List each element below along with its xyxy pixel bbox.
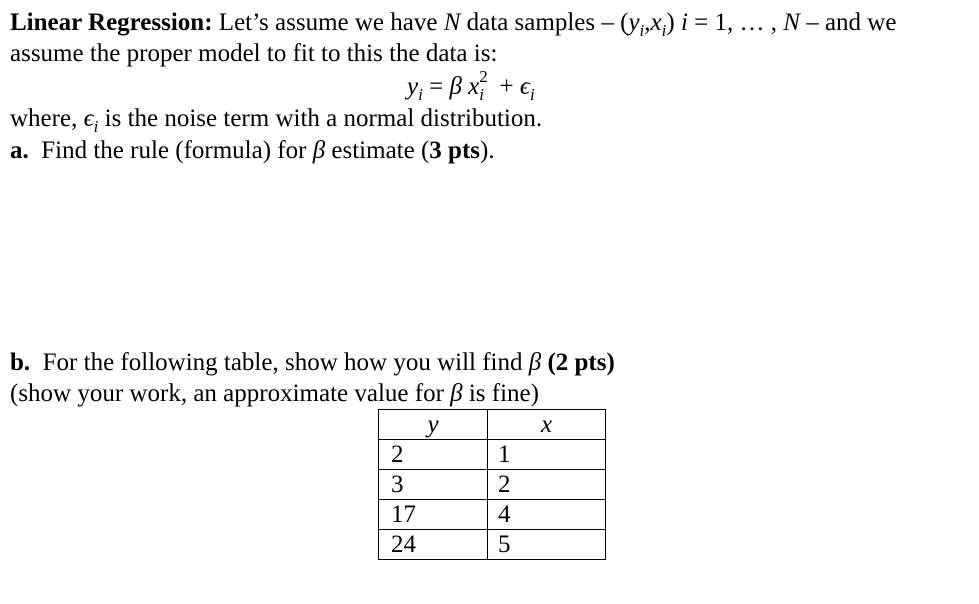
eq-y: y: [407, 73, 419, 100]
part-b-line: [10, 348, 615, 378]
intro-N: N: [443, 9, 461, 36]
model-intro-line: assume the proper model to fit to this the data is:: [10, 40, 498, 67]
eq-x-sup: 2: [479, 67, 488, 86]
intro-i: i: [680, 9, 688, 36]
table-cell-x: 4: [488, 500, 606, 530]
intro-text-c: = 1, … ,: [687, 9, 784, 36]
table-header-y: y: [379, 410, 488, 440]
eq-y-sub: i: [418, 85, 423, 104]
eq-epsilon-sub: i: [529, 85, 535, 104]
table-row: [379, 500, 606, 530]
part-a-beta: β: [312, 137, 326, 164]
part-a-text2: estimate (: [325, 137, 430, 164]
intro-y: y: [628, 9, 640, 36]
part-b-note-text: (show your work, an approximate value for: [10, 380, 451, 407]
table-cell-y: 24: [379, 530, 488, 560]
intro-x: x: [650, 9, 662, 36]
intro-close: ): [666, 9, 681, 36]
table-cell-x: 2: [488, 470, 606, 500]
noise-epsilon: ϵ: [83, 105, 94, 132]
noise-epsilon-sub: i: [93, 117, 99, 136]
part-b-note-beta: β: [450, 380, 463, 407]
eq-epsilon: ϵ: [519, 73, 530, 100]
part-b-beta: β: [528, 349, 542, 376]
part-a-text: Find the rule (formula) for: [41, 137, 313, 164]
part-a-line: [10, 136, 495, 166]
eq-x-scripts: [479, 67, 493, 104]
table-cell-x: 1: [488, 440, 606, 470]
table-header-x: x: [488, 410, 606, 440]
intro-y-sub: i: [639, 21, 645, 40]
intro-text-d: – and we: [799, 9, 897, 36]
intro-label: Linear Regression:: [10, 9, 213, 36]
eq-x-sub: i: [479, 85, 484, 104]
part-b-label: b.: [10, 349, 31, 376]
table-cell-y: 2: [379, 440, 488, 470]
table-row: [379, 440, 606, 470]
table-cell-y: 17: [379, 500, 488, 530]
part-b-note-line: [10, 379, 539, 409]
intro-text-b: data samples – (: [460, 9, 629, 36]
intro-text-a: Let’s assume we have: [212, 9, 444, 36]
part-b-text: For the following table, show how you will find: [42, 349, 529, 376]
part-b-close: ): [606, 349, 615, 376]
eq-x: x: [461, 73, 480, 100]
intro-x-sub: i: [661, 21, 667, 40]
table-row: [379, 530, 606, 560]
noise-rest: is the noise term with a normal distribution.: [98, 105, 543, 132]
table-row: [379, 470, 606, 500]
intro-comma: ,: [644, 9, 651, 36]
noise-line: [10, 104, 542, 134]
data-table: [378, 409, 606, 560]
table-cell-y: 3: [379, 470, 488, 500]
part-b-pts: 2 pts: [555, 349, 607, 376]
intro-line: [10, 8, 896, 38]
part-a-close: ).: [480, 137, 495, 164]
eq-beta: β: [449, 73, 462, 100]
part-a-label: a.: [10, 137, 29, 164]
noise-start: where,: [10, 105, 84, 132]
intro-N2: N: [783, 9, 800, 36]
part-b-note-text2: is fine): [462, 380, 539, 407]
eq-plus: +: [493, 73, 520, 100]
table-cell-x: 5: [488, 530, 606, 560]
eq-equals: =: [422, 73, 450, 100]
part-a-pts: 3 pts: [429, 137, 481, 164]
part-b-pts-open: (: [541, 349, 556, 376]
model-equation: [407, 67, 535, 104]
table-header-row: [379, 410, 606, 440]
